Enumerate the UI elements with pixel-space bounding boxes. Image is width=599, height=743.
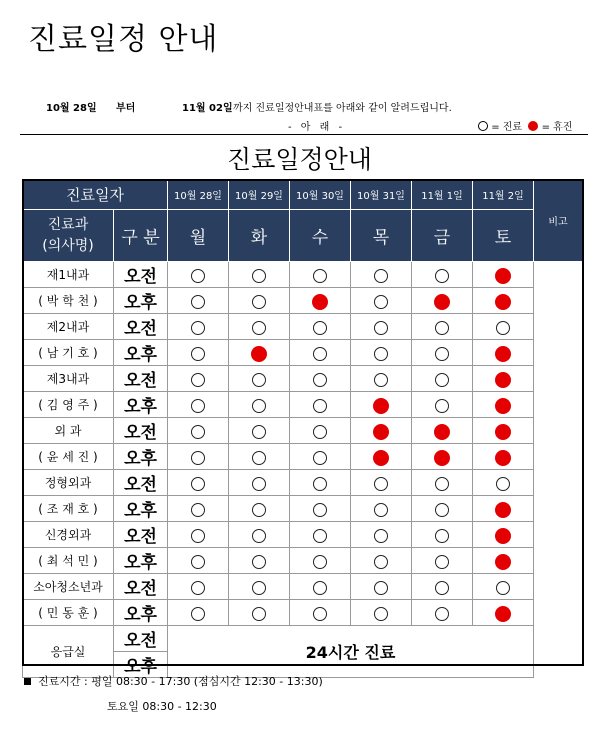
closed-circle-icon — [434, 294, 450, 310]
header-notes: 비고 — [534, 180, 583, 262]
open-circle-icon — [252, 581, 266, 595]
status-cell — [351, 262, 412, 288]
header-date: 11월 1일 — [412, 180, 473, 210]
schedule-table — [22, 179, 583, 678]
open-circle-icon — [191, 399, 205, 413]
department-name: 외 과 — [23, 418, 114, 444]
department-name: 제2내과 — [23, 314, 114, 340]
header-weekday: 목 — [351, 210, 412, 262]
open-circle-icon — [191, 373, 205, 387]
open-circle-icon — [252, 425, 266, 439]
open-circle-icon — [252, 451, 266, 465]
status-cell — [290, 366, 351, 392]
header-weekday: 토 — [473, 210, 534, 262]
status-cell — [168, 314, 229, 340]
status-cell — [290, 288, 351, 314]
open-circle-icon — [374, 347, 388, 361]
open-circle-icon — [496, 321, 510, 335]
closed-circle-icon — [495, 268, 511, 284]
open-circle-icon — [435, 529, 449, 543]
status-cell — [351, 548, 412, 574]
header-period: 구 분 — [114, 210, 168, 262]
notice-text: 까지 진료일정안내표를 아래와 같이 알려드립니다. — [233, 103, 452, 114]
open-circle-icon — [435, 477, 449, 491]
status-cell — [412, 288, 473, 314]
status-cell — [168, 600, 229, 626]
open-circle-icon — [313, 399, 327, 413]
schedule-row — [23, 496, 583, 522]
legend-closed-label: = 휴진 — [541, 122, 573, 133]
status-cell — [290, 262, 351, 288]
period-label: 오후 — [114, 340, 168, 366]
open-circle-icon — [191, 529, 205, 543]
notes-cell — [534, 262, 583, 678]
status-cell — [351, 288, 412, 314]
open-circle-icon — [252, 269, 266, 283]
header-row-weekdays — [23, 210, 583, 262]
open-circle-icon — [313, 477, 327, 491]
status-cell — [351, 392, 412, 418]
header-date: 10월 31일 — [351, 180, 412, 210]
open-circle-icon — [313, 425, 327, 439]
open-circle-icon — [374, 477, 388, 491]
open-circle-icon — [191, 347, 205, 361]
status-cell — [412, 548, 473, 574]
closed-circle-icon — [495, 346, 511, 362]
closed-circle-icon — [495, 372, 511, 388]
notice-to-date: 11월 02일 — [182, 103, 233, 114]
status-cell — [351, 340, 412, 366]
status-cell — [290, 444, 351, 470]
open-circle-icon — [252, 399, 266, 413]
status-cell — [290, 470, 351, 496]
doctor-name: ( 최 석 민 ) — [23, 548, 114, 574]
period-label: 오후 — [114, 444, 168, 470]
open-circle-icon — [374, 373, 388, 387]
open-circle-icon — [191, 607, 205, 621]
schedule-row — [23, 470, 583, 496]
status-cell — [412, 444, 473, 470]
open-circle-icon — [191, 295, 205, 309]
open-circle-icon — [435, 269, 449, 283]
status-cell — [229, 262, 290, 288]
status-cell — [473, 314, 534, 340]
clinic-hours-saturday: 토요일 08:30 - 12:30 — [107, 700, 217, 713]
status-cell — [473, 366, 534, 392]
status-cell — [229, 522, 290, 548]
open-circle-icon — [191, 269, 205, 283]
open-circle-icon — [313, 581, 327, 595]
open-circle-icon — [313, 321, 327, 335]
period-label: 오전 — [114, 366, 168, 392]
open-circle-icon — [435, 321, 449, 335]
open-circle-icon — [313, 555, 327, 569]
status-cell — [473, 600, 534, 626]
status-cell — [473, 392, 534, 418]
period-label: 오전 — [114, 522, 168, 548]
closed-circle-icon — [495, 294, 511, 310]
closed-circle-icon — [434, 450, 450, 466]
open-circle-icon — [191, 451, 205, 465]
open-circle-icon — [252, 373, 266, 387]
header-date: 11월 2일 — [473, 180, 534, 210]
schedule-row — [23, 288, 583, 314]
open-circle-icon — [435, 399, 449, 413]
open-circle-icon — [252, 477, 266, 491]
closed-circle-icon — [495, 450, 511, 466]
open-circle-icon — [252, 555, 266, 569]
header-date: 10월 29일 — [229, 180, 290, 210]
status-cell — [473, 574, 534, 600]
legend-open-label: = 진료 — [491, 122, 523, 133]
open-circle-icon — [374, 581, 388, 595]
status-cell — [473, 288, 534, 314]
open-circle-icon — [252, 503, 266, 517]
status-cell — [412, 470, 473, 496]
status-cell — [412, 314, 473, 340]
header-weekday: 월 — [168, 210, 229, 262]
open-circle-icon — [374, 269, 388, 283]
open-circle-icon — [374, 555, 388, 569]
header-date-label: 진료일자 — [23, 180, 168, 210]
status-cell — [412, 340, 473, 366]
open-circle-icon — [478, 121, 488, 131]
period-label: 오전 — [114, 470, 168, 496]
header-department-line: (의사명) — [42, 237, 94, 254]
status-cell — [229, 444, 290, 470]
open-circle-icon — [252, 295, 266, 309]
open-circle-icon — [313, 269, 327, 283]
status-cell — [168, 548, 229, 574]
closed-circle-icon — [495, 606, 511, 622]
status-cell — [412, 366, 473, 392]
header-department — [23, 210, 114, 262]
open-circle-icon — [191, 425, 205, 439]
schedule-row — [23, 262, 583, 288]
open-circle-icon — [435, 503, 449, 517]
closed-circle-icon — [495, 424, 511, 440]
status-cell — [473, 522, 534, 548]
department-name: 정형외과 — [23, 470, 114, 496]
status-cell — [473, 418, 534, 444]
status-cell — [473, 444, 534, 470]
status-cell — [473, 496, 534, 522]
status-cell — [168, 574, 229, 600]
schedule-row — [23, 522, 583, 548]
schedule-row — [23, 314, 583, 340]
open-circle-icon — [435, 581, 449, 595]
status-cell — [229, 470, 290, 496]
department-name: 제3내과 — [23, 366, 114, 392]
notice-below-heading: - 아 래 - — [288, 122, 343, 133]
open-circle-icon — [252, 321, 266, 335]
status-cell — [290, 574, 351, 600]
closed-circle-icon — [373, 424, 389, 440]
header-weekday: 화 — [229, 210, 290, 262]
department-name: 소아청소년과 — [23, 574, 114, 600]
divider — [20, 134, 588, 135]
schedule-row — [23, 444, 583, 470]
status-cell — [229, 600, 290, 626]
open-circle-icon — [435, 607, 449, 621]
status-cell — [168, 340, 229, 366]
open-circle-icon — [374, 321, 388, 335]
emergency-row — [23, 626, 583, 652]
open-circle-icon — [191, 503, 205, 517]
open-circle-icon — [435, 347, 449, 361]
status-cell — [229, 418, 290, 444]
status-cell — [168, 418, 229, 444]
status-cell — [473, 262, 534, 288]
open-circle-icon — [191, 477, 205, 491]
closed-circle-icon — [495, 502, 511, 518]
page-title: 진료일정 안내 — [28, 22, 219, 57]
open-circle-icon — [374, 607, 388, 621]
open-circle-icon — [313, 373, 327, 387]
status-cell — [290, 496, 351, 522]
status-cell — [290, 600, 351, 626]
status-cell — [351, 470, 412, 496]
period-label: 오후 — [114, 288, 168, 314]
period-label: 오전 — [114, 626, 168, 652]
header-row-dates — [23, 180, 583, 210]
status-cell — [290, 418, 351, 444]
doctor-name: ( 박 학 천 ) — [23, 288, 114, 314]
header-department-line: 진료과 — [47, 216, 89, 233]
clinic-hours-weekday-text: 진료시간 : 평일 08:30 - 17:30 (점심시간 12:30 - 13:30) — [38, 675, 323, 688]
status-cell — [168, 366, 229, 392]
open-circle-icon — [435, 555, 449, 569]
schedule-row — [23, 548, 583, 574]
open-circle-icon — [374, 295, 388, 309]
open-circle-icon — [313, 607, 327, 621]
notice-from-date: 10월 28일 — [46, 103, 97, 114]
status-cell — [290, 392, 351, 418]
status-cell — [168, 444, 229, 470]
emergency-name: 응급실 — [23, 626, 114, 678]
period-label: 오후 — [114, 652, 168, 678]
status-cell — [229, 366, 290, 392]
open-circle-icon — [313, 347, 327, 361]
status-cell — [351, 314, 412, 340]
doctor-name: ( 윤 세 진 ) — [23, 444, 114, 470]
status-cell — [351, 600, 412, 626]
status-cell — [412, 574, 473, 600]
status-cell — [412, 262, 473, 288]
status-cell — [351, 418, 412, 444]
doctor-name: ( 민 동 훈 ) — [23, 600, 114, 626]
status-cell — [473, 340, 534, 366]
closed-circle-icon — [495, 528, 511, 544]
closed-circle-icon — [434, 424, 450, 440]
status-cell — [229, 288, 290, 314]
open-circle-icon — [313, 503, 327, 517]
status-cell — [412, 392, 473, 418]
department-name: 재1내과 — [23, 262, 114, 288]
closed-circle-icon — [312, 294, 328, 310]
status-cell — [351, 366, 412, 392]
status-cell — [473, 548, 534, 574]
schedule-row — [23, 574, 583, 600]
status-cell — [229, 496, 290, 522]
status-cell — [229, 314, 290, 340]
open-circle-icon — [313, 529, 327, 543]
status-cell — [412, 418, 473, 444]
status-cell — [168, 288, 229, 314]
open-circle-icon — [252, 529, 266, 543]
open-circle-icon — [374, 529, 388, 543]
closed-circle-icon — [251, 346, 267, 362]
status-cell — [229, 392, 290, 418]
period-label: 오전 — [114, 418, 168, 444]
header-date: 10월 30일 — [290, 180, 351, 210]
closed-circle-icon — [373, 450, 389, 466]
status-cell — [168, 392, 229, 418]
period-label: 오후 — [114, 548, 168, 574]
closed-circle-icon — [373, 398, 389, 414]
period-label: 오후 — [114, 496, 168, 522]
status-cell — [412, 522, 473, 548]
header-weekday: 금 — [412, 210, 473, 262]
schedule-row — [23, 392, 583, 418]
status-cell — [351, 444, 412, 470]
status-cell — [168, 496, 229, 522]
open-circle-icon — [191, 581, 205, 595]
status-cell — [412, 496, 473, 522]
status-cell — [351, 522, 412, 548]
open-circle-icon — [191, 321, 205, 335]
open-circle-icon — [496, 581, 510, 595]
schedule-row — [23, 340, 583, 366]
doctor-name: ( 남 기 호 ) — [23, 340, 114, 366]
header-weekday: 수 — [290, 210, 351, 262]
status-cell — [168, 262, 229, 288]
open-circle-icon — [435, 373, 449, 387]
closed-circle-icon — [495, 398, 511, 414]
period-label: 오전 — [114, 314, 168, 340]
open-circle-icon — [313, 451, 327, 465]
closed-circle-icon — [528, 121, 538, 131]
status-cell — [473, 470, 534, 496]
emergency-note: 24시간 진료 — [168, 626, 534, 678]
clinic-hours-weekday — [24, 673, 323, 689]
open-circle-icon — [252, 607, 266, 621]
schedule-row — [23, 600, 583, 626]
status-legend — [478, 118, 573, 133]
closed-circle-icon — [495, 554, 511, 570]
header-date: 10월 28일 — [168, 180, 229, 210]
schedule-row — [23, 418, 583, 444]
notice-from-word: 부터 — [116, 103, 136, 114]
status-cell — [412, 600, 473, 626]
table-title: 진료일정안내 — [227, 145, 372, 174]
status-cell — [351, 574, 412, 600]
department-name: 신경외과 — [23, 522, 114, 548]
status-cell — [168, 522, 229, 548]
doctor-name: ( 조 재 호 ) — [23, 496, 114, 522]
square-bullet-icon — [24, 678, 31, 685]
period-label: 오후 — [114, 392, 168, 418]
status-cell — [351, 496, 412, 522]
header-department-label — [42, 217, 94, 254]
schedule-row — [23, 366, 583, 392]
status-cell — [229, 548, 290, 574]
open-circle-icon — [374, 503, 388, 517]
period-label: 오전 — [114, 574, 168, 600]
doctor-name: ( 김 영 주 ) — [23, 392, 114, 418]
status-cell — [290, 340, 351, 366]
status-cell — [290, 314, 351, 340]
status-cell — [290, 522, 351, 548]
status-cell — [290, 548, 351, 574]
open-circle-icon — [496, 477, 510, 491]
status-cell — [168, 470, 229, 496]
open-circle-icon — [191, 555, 205, 569]
period-label: 오후 — [114, 600, 168, 626]
period-label: 오전 — [114, 262, 168, 288]
status-cell — [229, 574, 290, 600]
status-cell — [229, 340, 290, 366]
